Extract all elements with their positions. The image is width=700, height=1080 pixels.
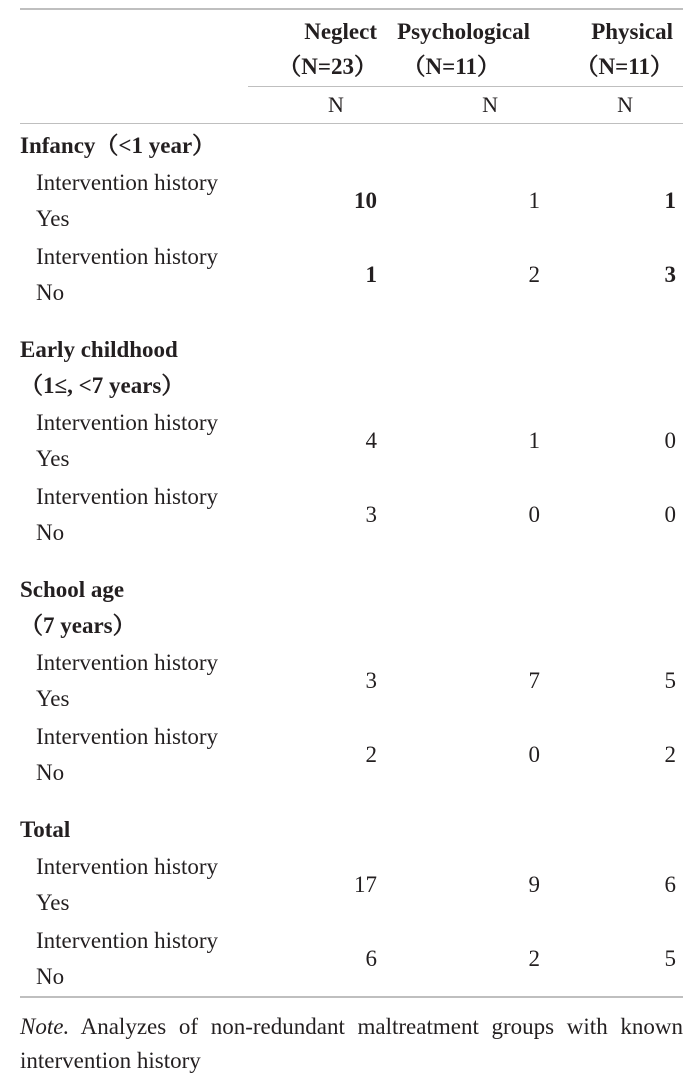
subheader-physical: N <box>560 87 683 124</box>
cell-psychological: 0 <box>528 742 540 767</box>
cell-psychological: 1 <box>528 428 540 453</box>
table-subheader-row <box>20 87 683 124</box>
cell-neglect: 17 <box>354 872 377 897</box>
cell-psychological: 0 <box>528 502 540 527</box>
column-header-psychological: Psychological （N=11） <box>397 19 530 79</box>
intervention-history-table <box>20 8 683 998</box>
group-label: Total <box>20 817 71 842</box>
cell-physical: 0 <box>664 502 676 527</box>
row-label: Intervention history No <box>36 484 219 545</box>
cell-neglect: 1 <box>365 262 377 287</box>
subheader-neglect: N <box>248 87 385 124</box>
column-header-neglect: Neglect （N=23） <box>278 19 377 79</box>
table-row <box>20 164 683 238</box>
cell-physical: 5 <box>664 668 676 693</box>
note-text: Analyzes of non-redundant maltreatment groups with known intervention history <box>20 1014 683 1073</box>
table-row <box>20 238 683 312</box>
row-label: Intervention history Yes <box>36 410 219 471</box>
table-header-row <box>20 10 683 87</box>
note-prefix: Note. <box>20 1014 70 1039</box>
table-row <box>20 644 683 718</box>
row-label: Intervention history Yes <box>36 854 219 915</box>
cell-psychological: 7 <box>528 668 540 693</box>
group-header-school-age <box>20 552 683 644</box>
group-header-early-childhood <box>20 312 683 404</box>
cell-physical: 6 <box>664 872 676 897</box>
cell-neglect: 10 <box>354 188 377 213</box>
column-header-physical: Physical （N=11） <box>575 19 673 79</box>
cell-physical: 3 <box>664 262 676 287</box>
table-row <box>20 478 683 552</box>
cell-physical: 0 <box>664 428 676 453</box>
cell-physical: 1 <box>664 188 676 213</box>
cell-psychological: 2 <box>528 262 540 287</box>
cell-neglect: 4 <box>365 428 377 453</box>
table-row <box>20 718 683 792</box>
table-row <box>20 404 683 478</box>
group-header-total <box>20 792 683 848</box>
cell-neglect: 6 <box>365 946 377 971</box>
row-label: Intervention history Yes <box>36 170 219 231</box>
cell-neglect: 3 <box>365 502 377 527</box>
cell-neglect: 2 <box>365 742 377 767</box>
cell-psychological: 2 <box>528 946 540 971</box>
table-row <box>20 922 683 997</box>
table-row <box>20 848 683 922</box>
cell-physical: 5 <box>664 946 676 971</box>
group-label: School age （7 years） <box>20 577 136 638</box>
cell-physical: 2 <box>664 742 676 767</box>
row-label: Intervention history No <box>36 928 219 989</box>
table-note <box>20 1010 683 1078</box>
group-label: Infancy（<1 year） <box>20 133 216 158</box>
row-label: Intervention history No <box>36 724 219 785</box>
cell-neglect: 3 <box>365 668 377 693</box>
group-label: Early childhood （1≤, <7 years） <box>20 337 185 398</box>
row-label: Intervention history No <box>36 244 219 305</box>
subheader-psychological: N <box>385 87 560 124</box>
group-header-infancy <box>20 124 683 165</box>
row-label: Intervention history Yes <box>36 650 219 711</box>
cell-psychological: 1 <box>528 188 540 213</box>
cell-psychological: 9 <box>528 872 540 897</box>
